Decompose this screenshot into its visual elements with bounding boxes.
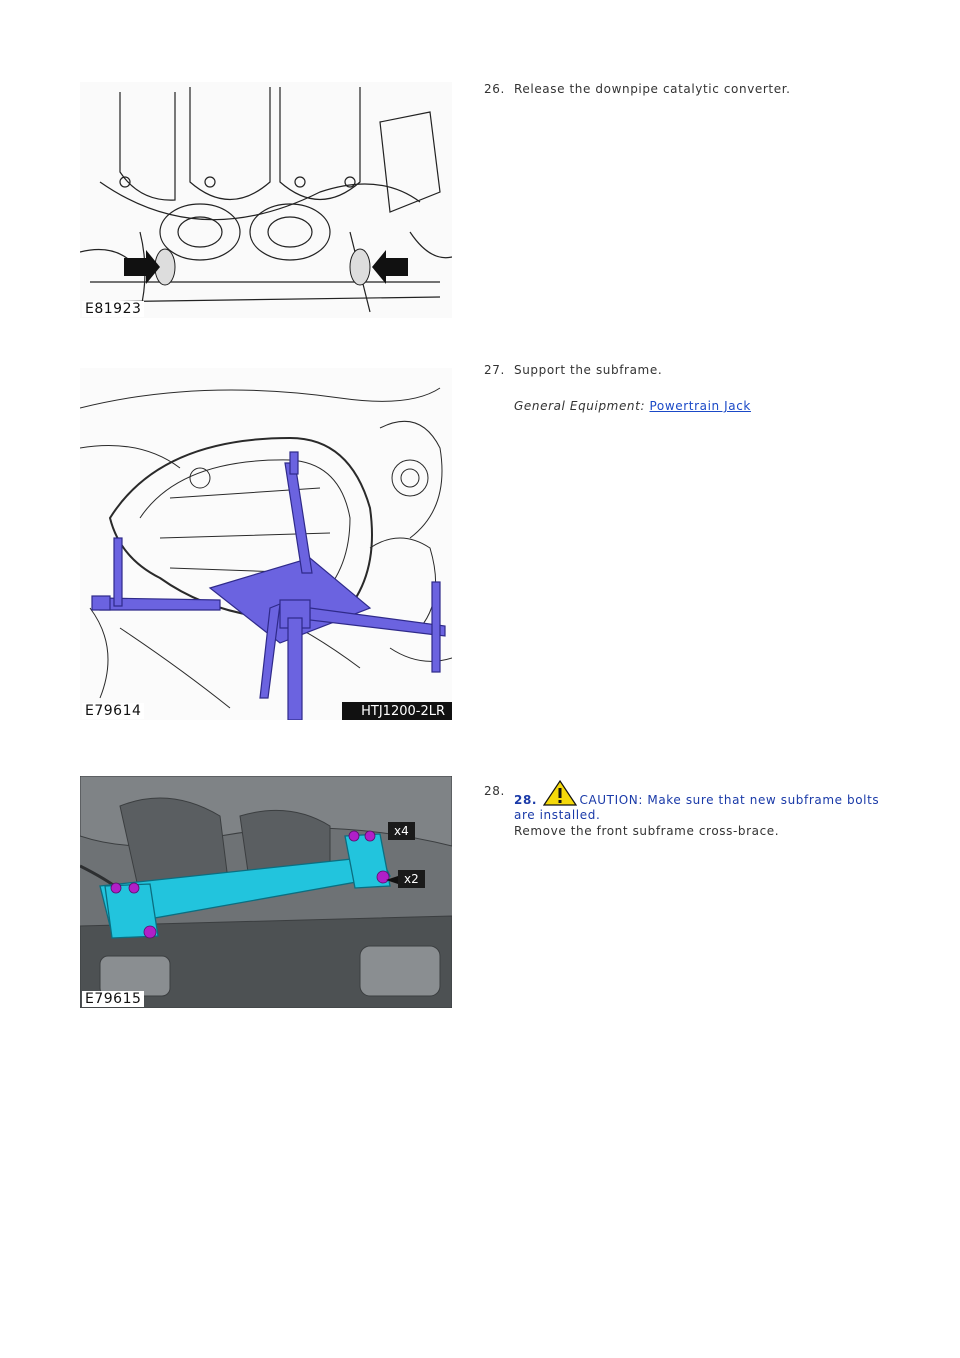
figure-downpipe <box>80 82 452 318</box>
equipment-line <box>514 399 894 414</box>
subframe-support-illustration <box>80 368 452 720</box>
step-number: 26. <box>484 82 505 96</box>
figure-id: E81923 <box>82 301 144 317</box>
warning-triangle-icon <box>543 780 577 806</box>
caution-text: CAUTION: Make sure that new subframe bolts are installed. <box>514 793 880 822</box>
figure-cross-brace <box>80 776 452 1008</box>
figure-id: E79615 <box>82 991 144 1007</box>
figure-id: E79614 <box>82 703 144 719</box>
step-number: 27. <box>484 363 505 377</box>
callout-x4: x4 <box>388 822 415 840</box>
caution-note <box>514 780 894 823</box>
step-text: Support the subframe. <box>514 363 663 377</box>
cross-brace-illustration <box>80 776 452 1008</box>
step-number: 28. <box>484 784 505 798</box>
figure-subframe-support <box>80 368 452 720</box>
powertrain-jack-link[interactable]: Powertrain Jack <box>649 399 751 413</box>
downpipe-illustration <box>80 82 452 318</box>
caution-step-number: 28. <box>514 793 538 807</box>
equipment-label: General Equipment: <box>514 399 646 413</box>
step-text: Release the downpipe catalytic converter. <box>514 82 791 96</box>
step-text: Remove the front subframe cross-brace. <box>514 824 780 838</box>
callout-x2: x2 <box>398 870 425 888</box>
tool-tag: HTJ1200-2LR <box>361 704 445 719</box>
